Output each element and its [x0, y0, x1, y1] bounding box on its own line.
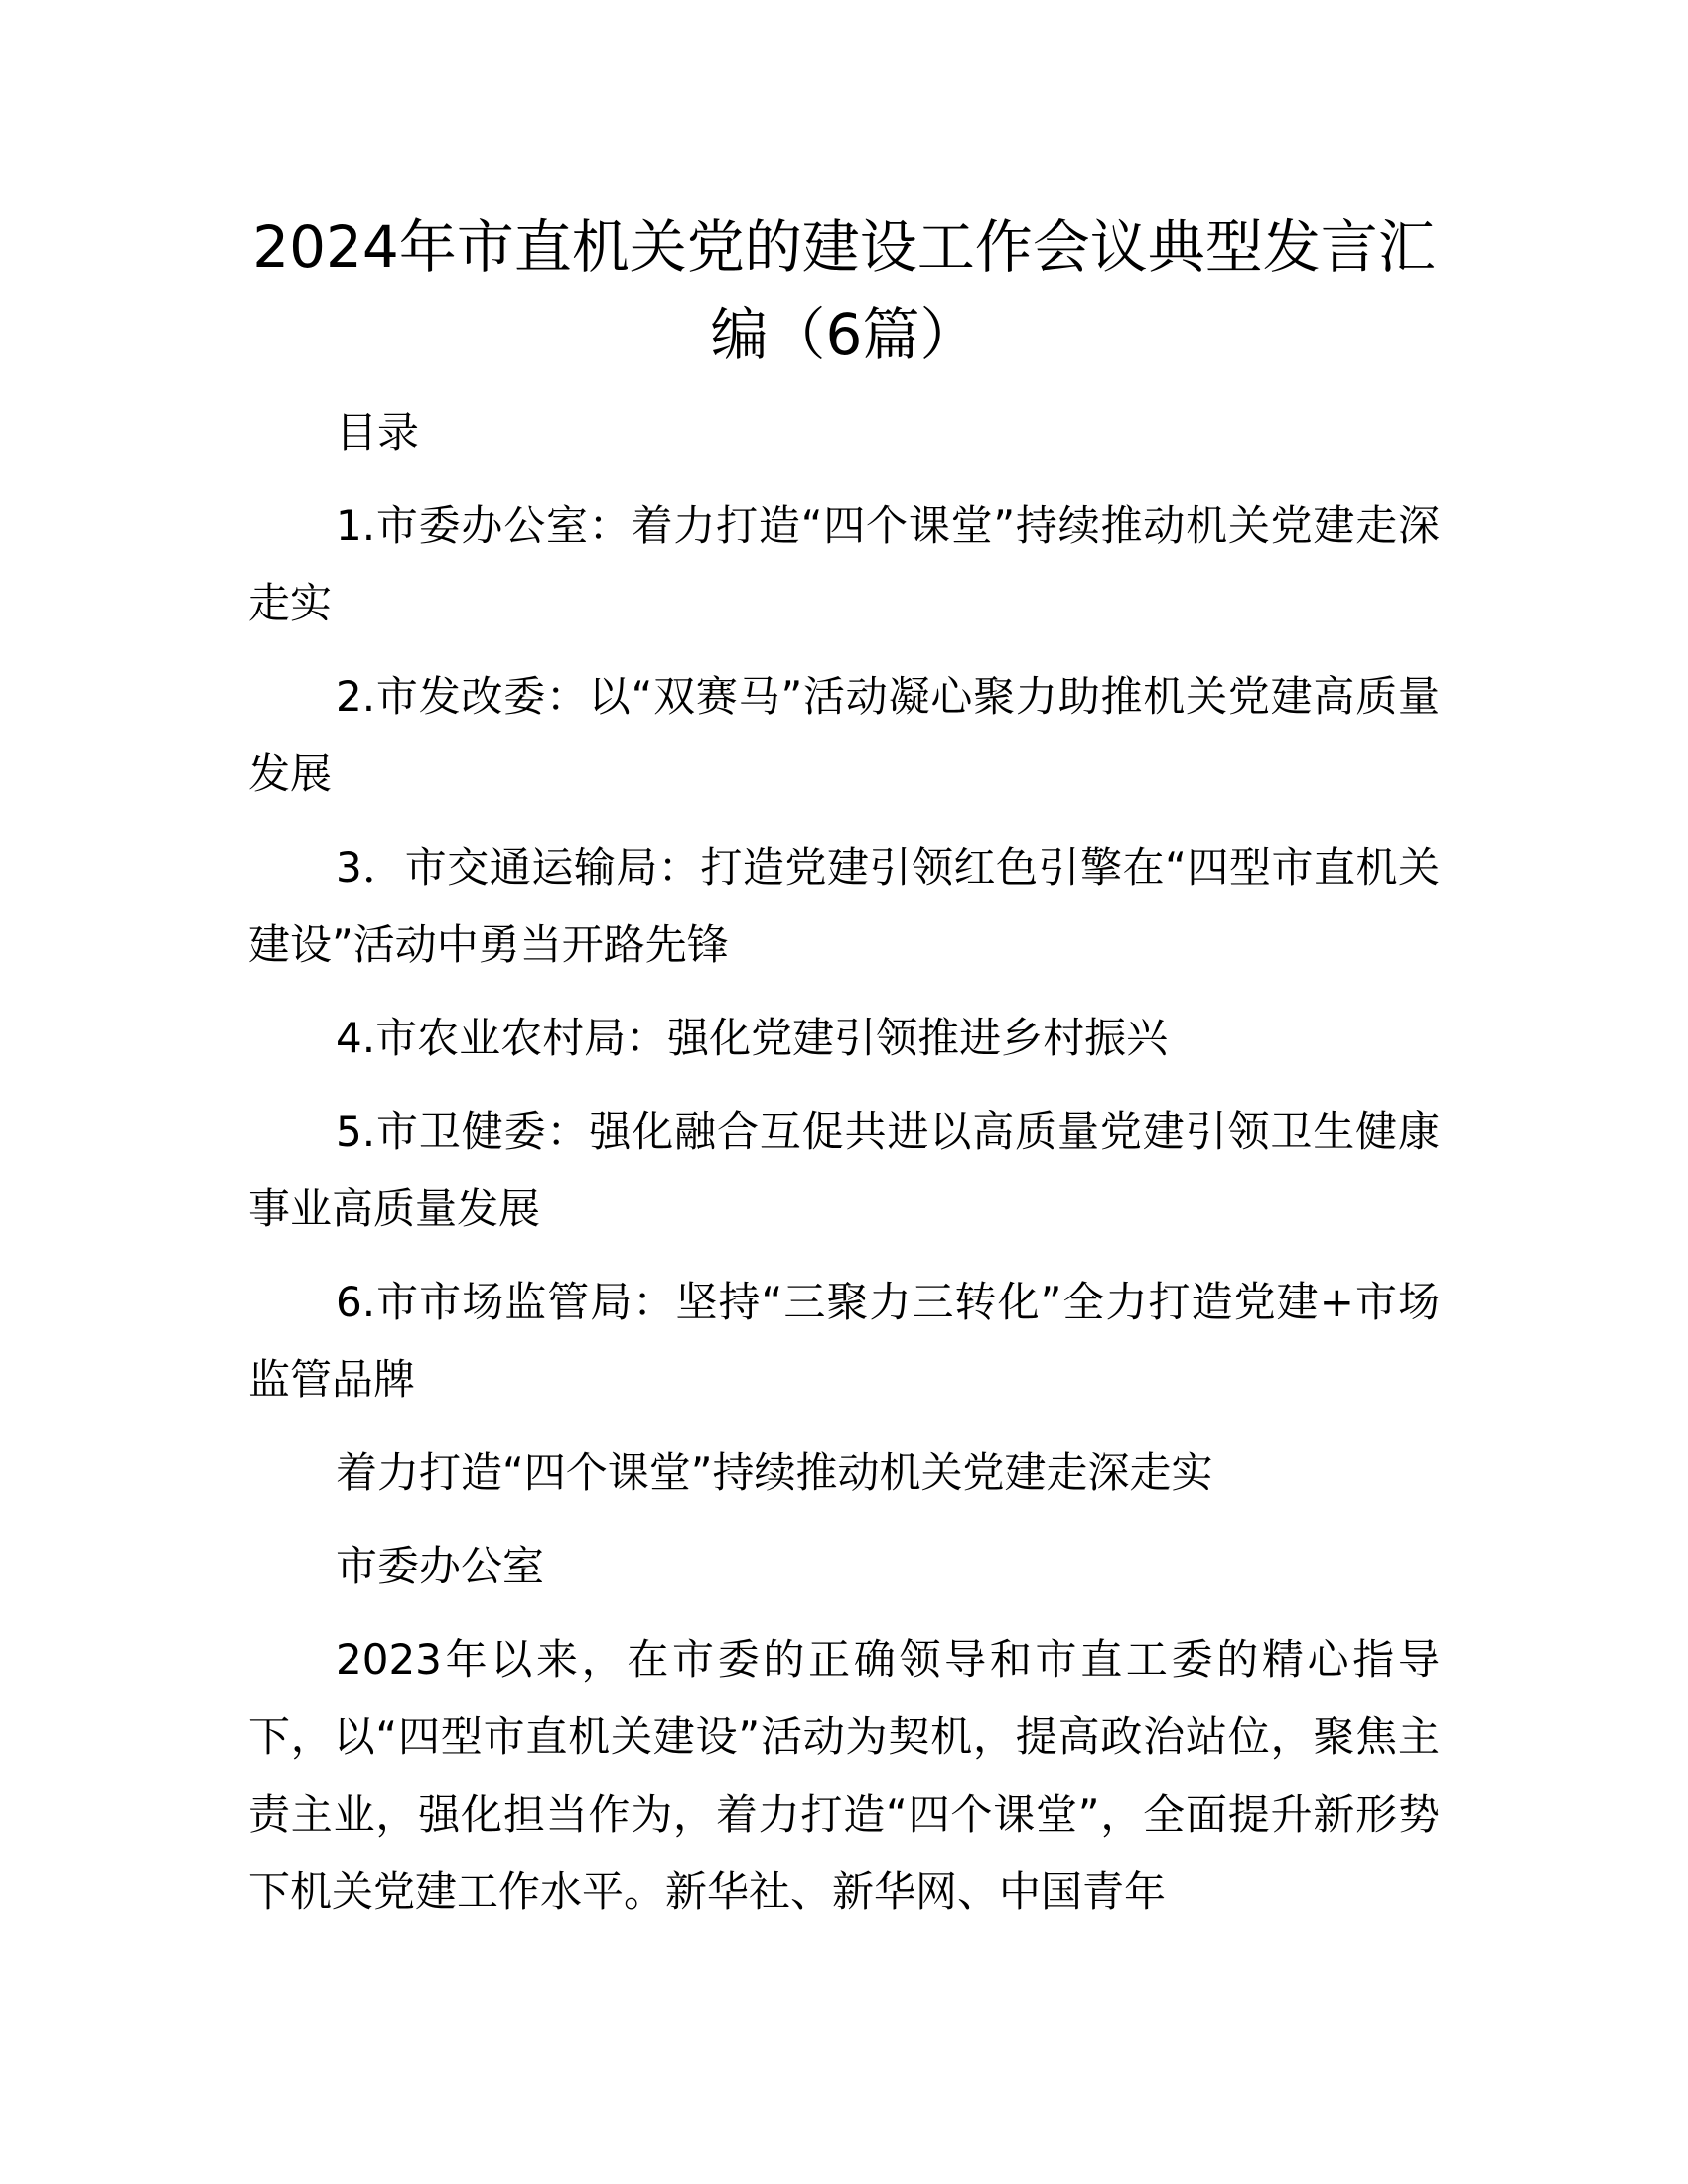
- toc-item-5: 5.市卫健委：强化融合互促共进以高质量党建引领卫生健康事业高质量发展: [248, 1107, 1440, 1233]
- body-paragraph: 2023年以来，在市委的正确领导和市直工委的精心指导下，以“四型市直机关建设”活动为契机，提高政治站位，聚焦主责主业，强化担当作为，着力打造“四个课堂”，全面提升新形势下机关党建工作水平。新华社、新华网、中国青年: [248, 1635, 1440, 1916]
- section-author: 市委办公室: [336, 1542, 545, 1590]
- toc-heading: 目录: [336, 408, 420, 457]
- toc-item-6: 6.市市场监管局：坚持“三聚力三转化”全力打造党建+市场监管品牌: [248, 1278, 1440, 1404]
- document-title: 2024年市直机关党的建设工作会议典型发言汇编（6篇）: [252, 213, 1436, 368]
- toc-item-2: 2.市发改委：以“双赛马”活动凝心聚力助推机关党建高质量发展: [248, 672, 1440, 798]
- section-title: 着力打造“四个课堂”持续推动机关党建走深走实: [336, 1448, 1213, 1497]
- toc-item-1: 1.市委办公室：着力打造“四个课堂”持续推动机关党建走深走实: [248, 501, 1440, 627]
- document-content: [248, 204, 1440, 1931]
- toc-item-4: 4.市农业农村局：强化党建引领推进乡村振兴: [336, 1014, 1169, 1062]
- toc-item-3: 3．市交通运输局：打造党建引领红色引擎在“四型市直机关建设”活动中勇当开路先锋: [248, 843, 1440, 969]
